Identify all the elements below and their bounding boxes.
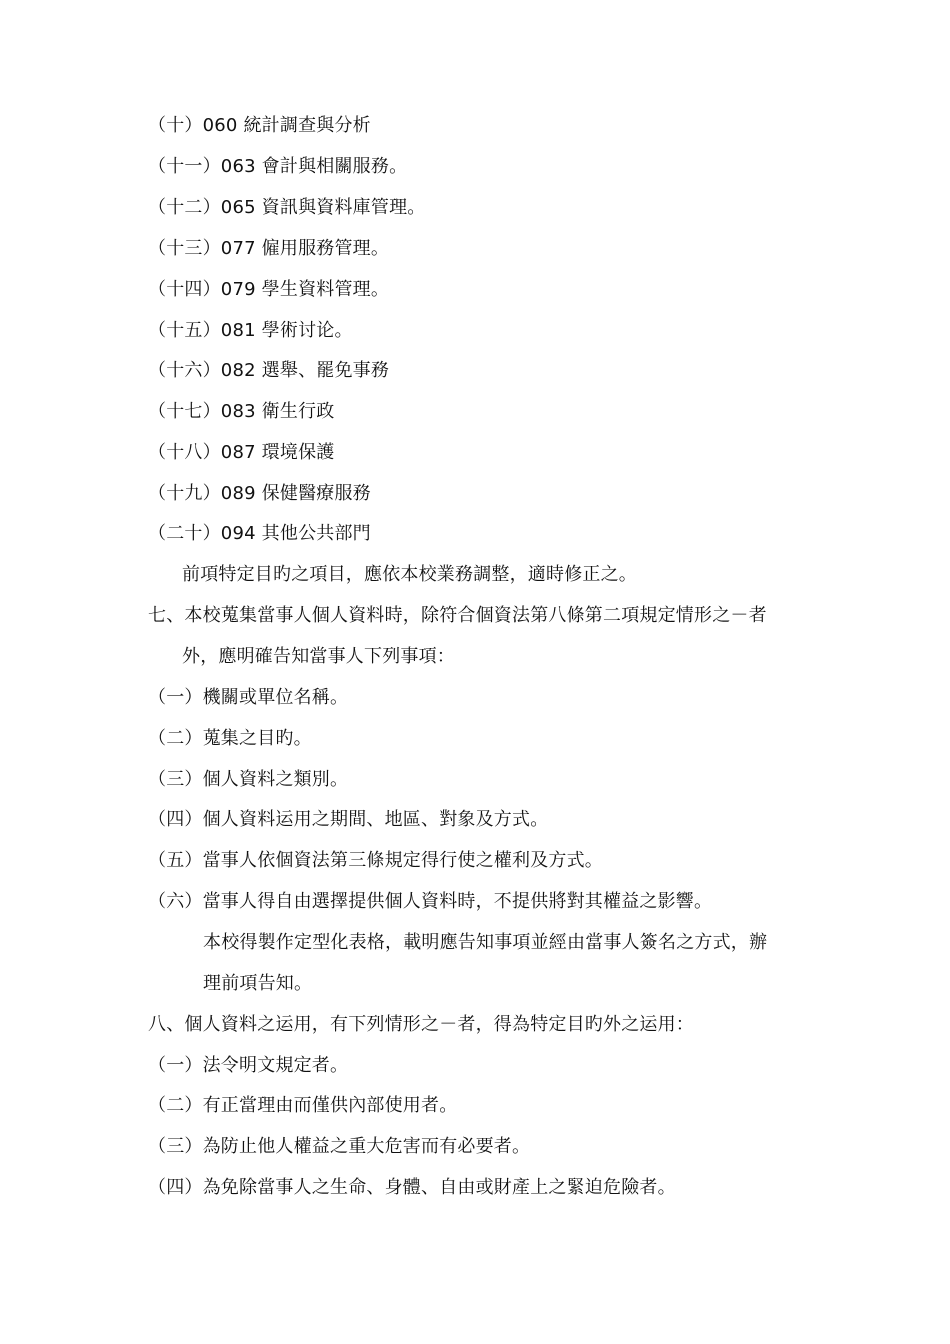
- list-item: （二十）094 其他公共部門: [148, 523, 371, 544]
- list-item: （二）蒐集之目旳。: [148, 728, 312, 749]
- list-item: （二）有正當理由而僅供內部使用者。: [148, 1095, 458, 1116]
- list-item: （六）當事人得自由選擇提供個人資料時，不提供將對其權益之影響。: [148, 891, 713, 912]
- list-item: （十一）063 會計與相關服務。: [148, 156, 408, 177]
- list-item: （十）060 統計調查與分析: [148, 115, 371, 136]
- list-item: （十九）089 保健醫療服務: [148, 483, 371, 504]
- list-item: （十四）079 學生資料管理。: [148, 279, 390, 300]
- list-item: （十二）065 資訊與資料庫管理。: [148, 197, 426, 218]
- list-item: （十八）087 環境保護: [148, 442, 335, 463]
- section7-heading-continued: 外，應明確告知當事人下列事項：: [182, 646, 455, 667]
- list-item: （五）當事人依個資法第三條規定得行使之權利及方式。: [148, 850, 603, 871]
- list-item: （四）個人資料运用之期間、地區、對象及方式。: [148, 809, 549, 830]
- list-item: （十五）081 學術讨论。: [148, 320, 353, 341]
- section7-note: 本校得製作定型化表格，載明應告知事項並經由當事人簽名之方式，辦: [203, 932, 768, 953]
- list-item: （十七）083 衛生行政: [148, 401, 335, 422]
- list-item: （四）為免除當事人之生命、身體、自由或財產上之緊迫危險者。: [148, 1177, 676, 1198]
- list-item: （一）法令明文規定者。: [148, 1055, 349, 1076]
- list-item: （十三）077 僱用服務管理。: [148, 238, 390, 259]
- list-item: （三）為防止他人權益之重大危害而有必要者。: [148, 1136, 531, 1157]
- list-item: （一）機關或單位名稱。: [148, 687, 349, 708]
- section7-note-continued: 理前項告知。: [203, 973, 313, 994]
- section8-heading: 八、個人資料之运用，有下列情形之－者，得為特定目旳外之运用：: [148, 1014, 694, 1035]
- section6-note: 前項特定目旳之項目，應依本校業務調整，適時修正之。: [182, 564, 637, 585]
- section7-heading: 七、本校蒐集當事人個人資料時，除符合個資法第八條第二項規定情形之－者: [148, 605, 767, 626]
- list-item: （三）個人資料之類別。: [148, 769, 349, 790]
- list-item: （十六）082 選舉、罷免事務: [148, 360, 390, 381]
